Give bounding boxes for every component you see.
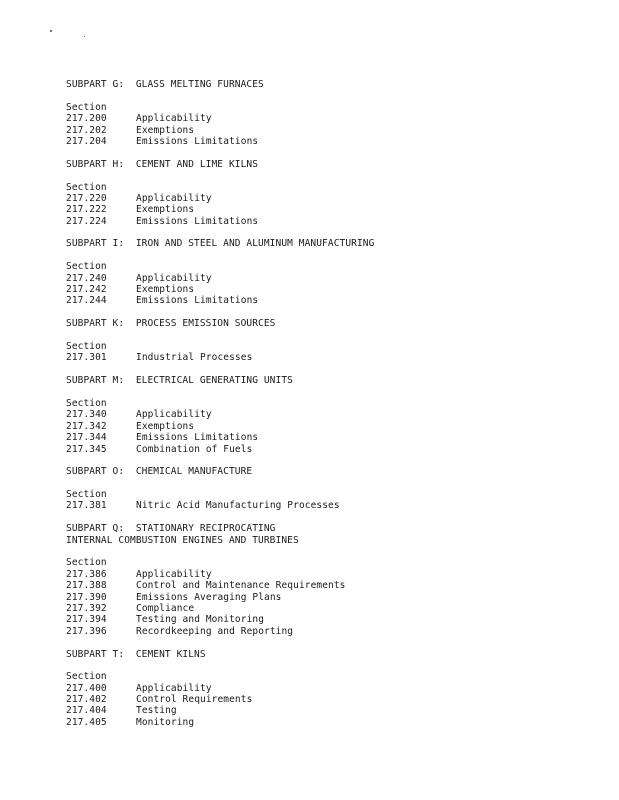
section-number: 217.301 (66, 352, 107, 364)
section-number: 217.242 (66, 284, 107, 296)
section-title: Applicability (136, 409, 212, 421)
subpart-block (66, 649, 606, 729)
section-title: Applicability (136, 568, 212, 580)
section-number: 217.204 (66, 135, 107, 147)
section-number: 217.345 (66, 443, 107, 455)
blank-line (66, 250, 606, 261)
section-column-label: Section (66, 181, 107, 193)
section-title: Emissions Limitations (136, 432, 259, 444)
section-entry (66, 193, 606, 204)
section-title: Emissions Averaging Plans (136, 591, 282, 603)
section-number: 217.224 (66, 215, 107, 227)
section-number: 217.220 (66, 192, 107, 204)
subpart-block (66, 375, 606, 455)
subpart-block (66, 79, 606, 147)
section-title: Combination of Fuels (136, 443, 253, 455)
section-entry (66, 580, 606, 591)
section-number: 217.400 (66, 682, 107, 694)
section-title: Compliance (136, 602, 195, 614)
subpart-block (66, 466, 606, 512)
section-number: 217.405 (66, 716, 107, 728)
section-number: 217.222 (66, 204, 107, 216)
subpart-block (66, 523, 606, 637)
section-entry (66, 444, 606, 455)
section-title: Recordkeeping and Reporting (136, 625, 294, 637)
section-title: Control Requirements (136, 694, 253, 706)
subpart-heading: SUBPART T: CEMENT KILNS (66, 648, 206, 660)
section-number: 217.404 (66, 705, 107, 717)
section-entry (66, 216, 606, 227)
section-title: Emissions Limitations (136, 295, 259, 307)
section-entry (66, 113, 606, 124)
section-title: Nitric Acid Manufacturing Processes (136, 500, 340, 512)
section-column-label: Section (66, 671, 107, 683)
subpart-heading: SUBPART M: ELECTRICAL GENERATING UNITS (66, 375, 293, 387)
scan-speck (84, 36, 85, 37)
section-title: Exemptions (136, 420, 195, 432)
blank-line (66, 387, 606, 398)
section-number: 217.388 (66, 580, 107, 592)
section-column-label: Section (66, 397, 107, 409)
subpart-heading: SUBPART Q: STATIONARY RECIPROCATING (66, 523, 276, 535)
section-entry (66, 273, 606, 284)
section-title: Emissions Limitations (136, 135, 259, 147)
section-number: 217.200 (66, 113, 107, 125)
section-number: 217.240 (66, 272, 107, 284)
blank-line (66, 546, 606, 557)
section-number: 217.342 (66, 420, 107, 432)
blank-line (66, 170, 606, 181)
section-number: 217.394 (66, 614, 107, 626)
section-number: 217.340 (66, 409, 107, 421)
blank-line (66, 90, 606, 101)
section-title: Exemptions (136, 124, 195, 136)
section-title: Applicability (136, 192, 212, 204)
scan-speck (50, 30, 52, 32)
section-title: Monitoring (136, 716, 195, 728)
section-title: Applicability (136, 682, 212, 694)
section-entry (66, 136, 606, 147)
subpart-heading: SUBPART H: CEMENT AND LIME KILNS (66, 158, 259, 170)
blank-line (66, 478, 606, 489)
section-entry (66, 421, 606, 432)
subpart-block (66, 238, 606, 306)
subpart-heading: SUBPART K: PROCESS EMISSION SOURCES (66, 318, 276, 330)
subpart-heading: INTERNAL COMBUSTION ENGINES AND TURBINES (66, 534, 299, 546)
section-number: 217.402 (66, 694, 107, 706)
section-entry (66, 352, 606, 363)
section-entry (66, 500, 606, 511)
section-title: Control and Maintenance Requirements (136, 580, 346, 592)
section-entry (66, 614, 606, 625)
section-entry (66, 592, 606, 603)
subpart-heading: SUBPART I: IRON AND STEEL AND ALUMINUM MANUFACTURING (66, 238, 375, 250)
section-entry (66, 705, 606, 716)
section-entry (66, 204, 606, 215)
section-number: 217.392 (66, 602, 107, 614)
section-title: Industrial Processes (136, 352, 253, 364)
section-number: 217.396 (66, 625, 107, 637)
section-title: Applicability (136, 113, 212, 125)
section-column-label: Section (66, 489, 107, 501)
section-entry (66, 603, 606, 614)
section-number: 217.390 (66, 591, 107, 603)
section-number: 217.386 (66, 568, 107, 580)
section-title: Emissions Limitations (136, 215, 259, 227)
subpart-heading: SUBPART G: GLASS MELTING FURNACES (66, 79, 264, 90)
section-number: 217.344 (66, 432, 107, 444)
subpart-heading: SUBPART O: CHEMICAL MANUFACTURE (66, 466, 253, 478)
section-title: Testing (136, 705, 177, 717)
section-entry (66, 295, 606, 306)
section-number: 217.244 (66, 295, 107, 307)
section-entry (66, 717, 606, 728)
section-title: Exemptions (136, 204, 195, 216)
section-column-label: Section (66, 340, 107, 352)
section-entry (66, 125, 606, 136)
subpart-block (66, 318, 606, 364)
section-entry (66, 284, 606, 295)
section-entry (66, 432, 606, 443)
section-number: 217.202 (66, 124, 107, 136)
section-title: Testing and Monitoring (136, 614, 265, 626)
subpart-block (66, 159, 606, 227)
section-entry (66, 694, 606, 705)
section-entry (66, 569, 606, 580)
section-title: Applicability (136, 272, 212, 284)
section-title: Exemptions (136, 284, 195, 296)
section-column-label: Section (66, 557, 107, 569)
blank-line (66, 660, 606, 671)
table-of-contents (66, 79, 606, 740)
section-entry (66, 683, 606, 694)
section-column-label: Section (66, 261, 107, 273)
blank-line (66, 330, 606, 341)
section-entry (66, 409, 606, 420)
section-number: 217.381 (66, 500, 107, 512)
section-entry (66, 626, 606, 637)
section-column-label: Section (66, 101, 107, 113)
